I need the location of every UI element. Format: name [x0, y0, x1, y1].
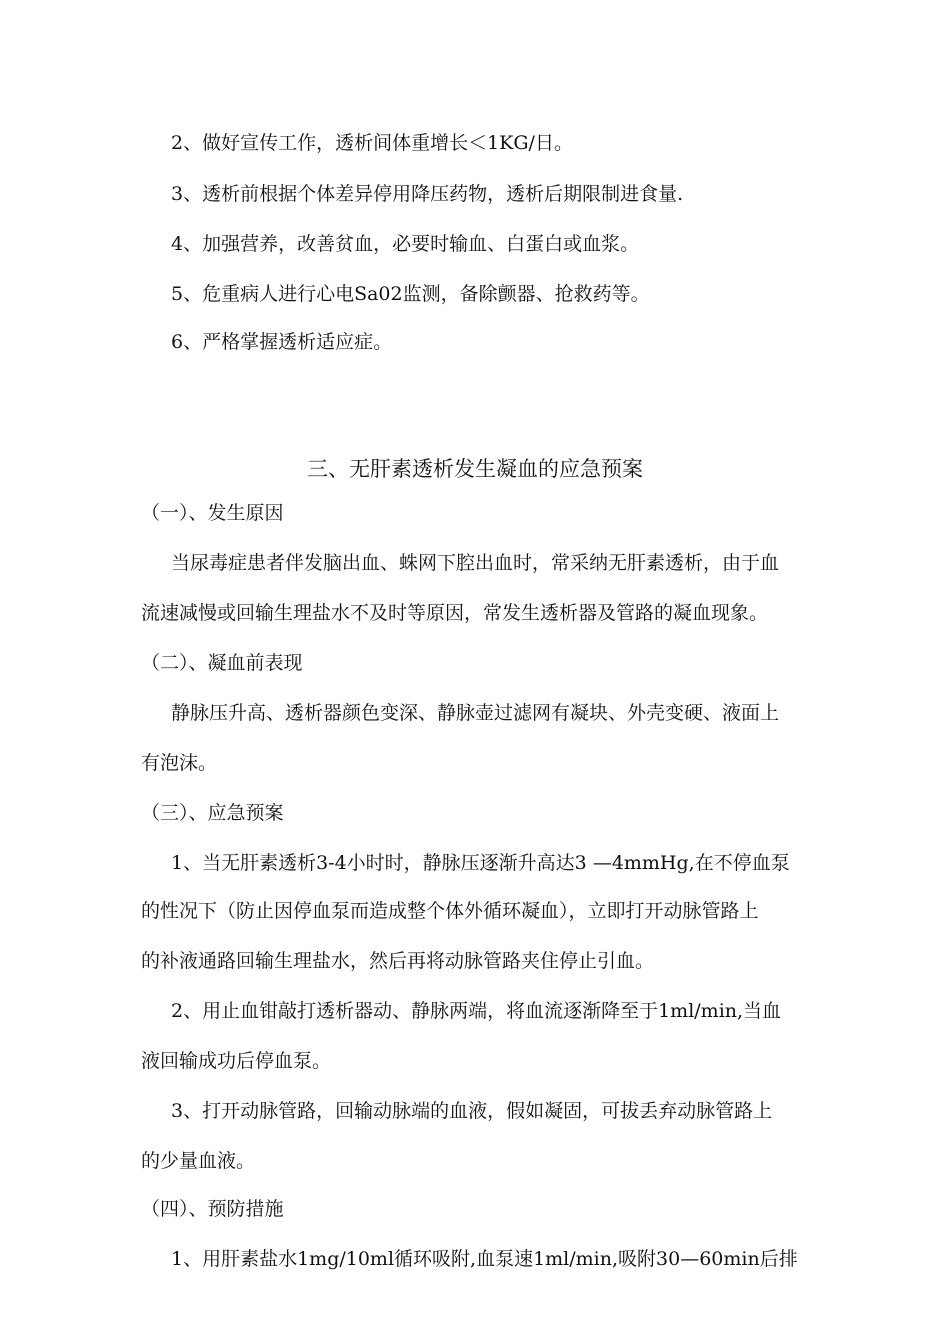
paragraph-line: 静脉压升高、透析器颜色变深、静脉壶过滤网有凝块、外壳变硬、液面上: [171, 702, 780, 724]
paragraph-line: 1、当无肝素透析3-4小时时，静脉压逐渐升高达3 —4mmHg,在不停血泵: [171, 852, 790, 874]
subsection-heading: （二）、凝血前表现: [141, 652, 303, 674]
paragraph-line: 当尿毒症患者伴发脑出血、蛛网下腔出血时，常采纳无肝素透析，由于血: [171, 552, 780, 574]
list-item: 4、加强营养，改善贫血，必要时输血、白蛋白或血浆。: [171, 233, 640, 255]
list-item: 5、危重病人进行心电Sa02监测，备除颤器、抢救药等。: [171, 283, 650, 305]
paragraph-line: 2、用止血钳敲打透析器动、静脉两端，将血流逐渐降至于1ml/min,当血: [171, 1000, 782, 1022]
paragraph-line: 流速减慢或回输生理盐水不及时等原因，常发生透析器及管路的凝血现象。: [141, 602, 769, 624]
list-item: 2、做好宣传工作，透析间体重增长＜1KG/日。: [171, 132, 573, 154]
paragraph-line: 3、打开动脉管路，回输动脉端的血液，假如凝固，可拔丢弃动脉管路上: [171, 1100, 773, 1122]
section-title: 三、无肝素透析发生凝血的应急预案: [307, 457, 643, 481]
list-item: 3、透析前根据个体差异停用降压药物，透析后期限制进食量.: [171, 183, 684, 205]
list-item: 6、严格掌握透析适应症。: [171, 331, 393, 353]
subsection-heading: （四）、预防措施: [141, 1198, 284, 1220]
paragraph-line: 的少量血液。: [141, 1150, 256, 1172]
paragraph-line: 的性况下（防止因停血泵而造成整个体外循环凝血），立即打开动脉管路上: [141, 900, 759, 922]
subsection-heading: （三）、应急预案: [141, 802, 284, 824]
subsection-heading: （一）、发生原因: [141, 502, 284, 524]
paragraph-line: 的补液通路回输生理盐水，然后再将动脉管路夹住停止引血。: [141, 950, 655, 972]
paragraph-line: 1、用肝素盐水1mg/10ml循环吸附,血泵速1ml/min,吸附30—60min后排: [171, 1248, 798, 1270]
paragraph-line: 有泡沫。: [141, 752, 218, 774]
paragraph-line: 液回输成功后停血泵。: [141, 1050, 332, 1072]
